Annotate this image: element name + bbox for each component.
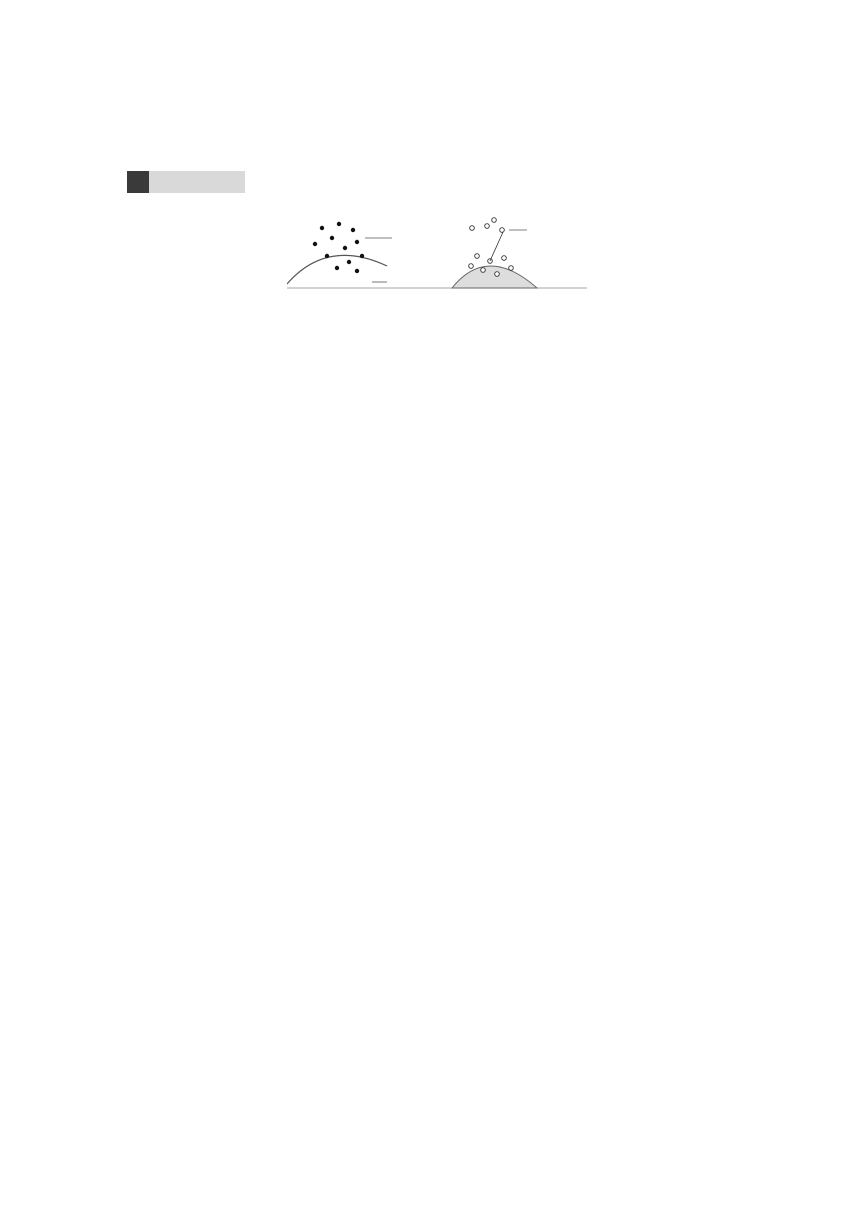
section-label	[149, 171, 245, 193]
membrane-diagram	[287, 216, 587, 296]
right-cell	[452, 266, 537, 288]
substance-p-dots	[313, 222, 364, 273]
membrane-figure	[127, 216, 737, 296]
section-number	[127, 171, 149, 193]
section-header	[127, 171, 245, 193]
content-body	[127, 210, 737, 304]
